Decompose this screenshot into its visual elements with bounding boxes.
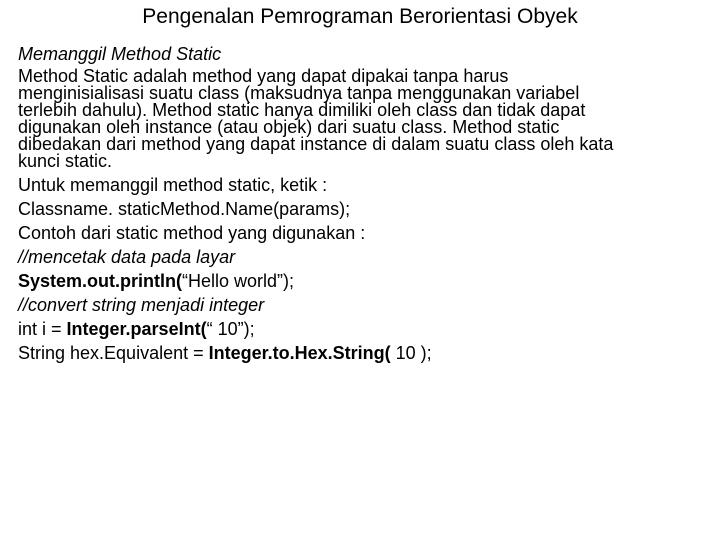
code-print-line — [18, 269, 708, 293]
code-hex-prefix: String hex.Equivalent = — [18, 343, 209, 363]
comment-print: //mencetak data pada layar — [18, 247, 236, 267]
code-hex-args: 10 ); — [390, 343, 432, 363]
paragraph-line: menginisialisasi suatu class (maksudnya tanpa menggunakan variabel — [18, 83, 580, 103]
description-paragraph — [18, 68, 708, 170]
code-parse-line — [18, 317, 708, 341]
code-hex-method: Integer.to.Hex.String( — [208, 343, 391, 363]
example-intro: Contoh dari static method yang digunakan : — [18, 223, 366, 243]
code-print-method: System.out.println( — [18, 271, 183, 291]
code-print-args: “Hello world”); — [182, 271, 295, 291]
slide-title: Pengenalan Pemrograman Berorientasi Obyek — [142, 5, 578, 28]
paragraph-line: digunakan oleh instance (atau objek) dari suatu class. Method static — [18, 117, 560, 137]
code-hex-line — [18, 341, 708, 365]
comment-convert: //convert string menjadi integer — [18, 295, 265, 315]
code-parse-method: Integer.parseInt( — [66, 319, 207, 339]
section-heading: Memanggil Method Static — [18, 44, 222, 64]
slide-body — [18, 42, 708, 365]
code-parse-prefix: int i = — [18, 319, 67, 339]
paragraph-line: terlebih dahulu). Method static hanya dimiliki oleh class dan tidak dapat — [18, 100, 586, 120]
call-instruction: Untuk memanggil method static, ketik : — [18, 175, 328, 195]
paragraph-line: kunci static. — [18, 151, 113, 171]
code-parse-args: “ 10”); — [206, 319, 255, 339]
paragraph-line: Method Static adalah method yang dapat dipakai tanpa harus — [18, 66, 509, 86]
call-syntax: Classname. staticMethod.Name(params); — [18, 199, 351, 219]
paragraph-line: dibedakan dari method yang dapat instance di dalam suatu class oleh kata — [18, 134, 614, 154]
